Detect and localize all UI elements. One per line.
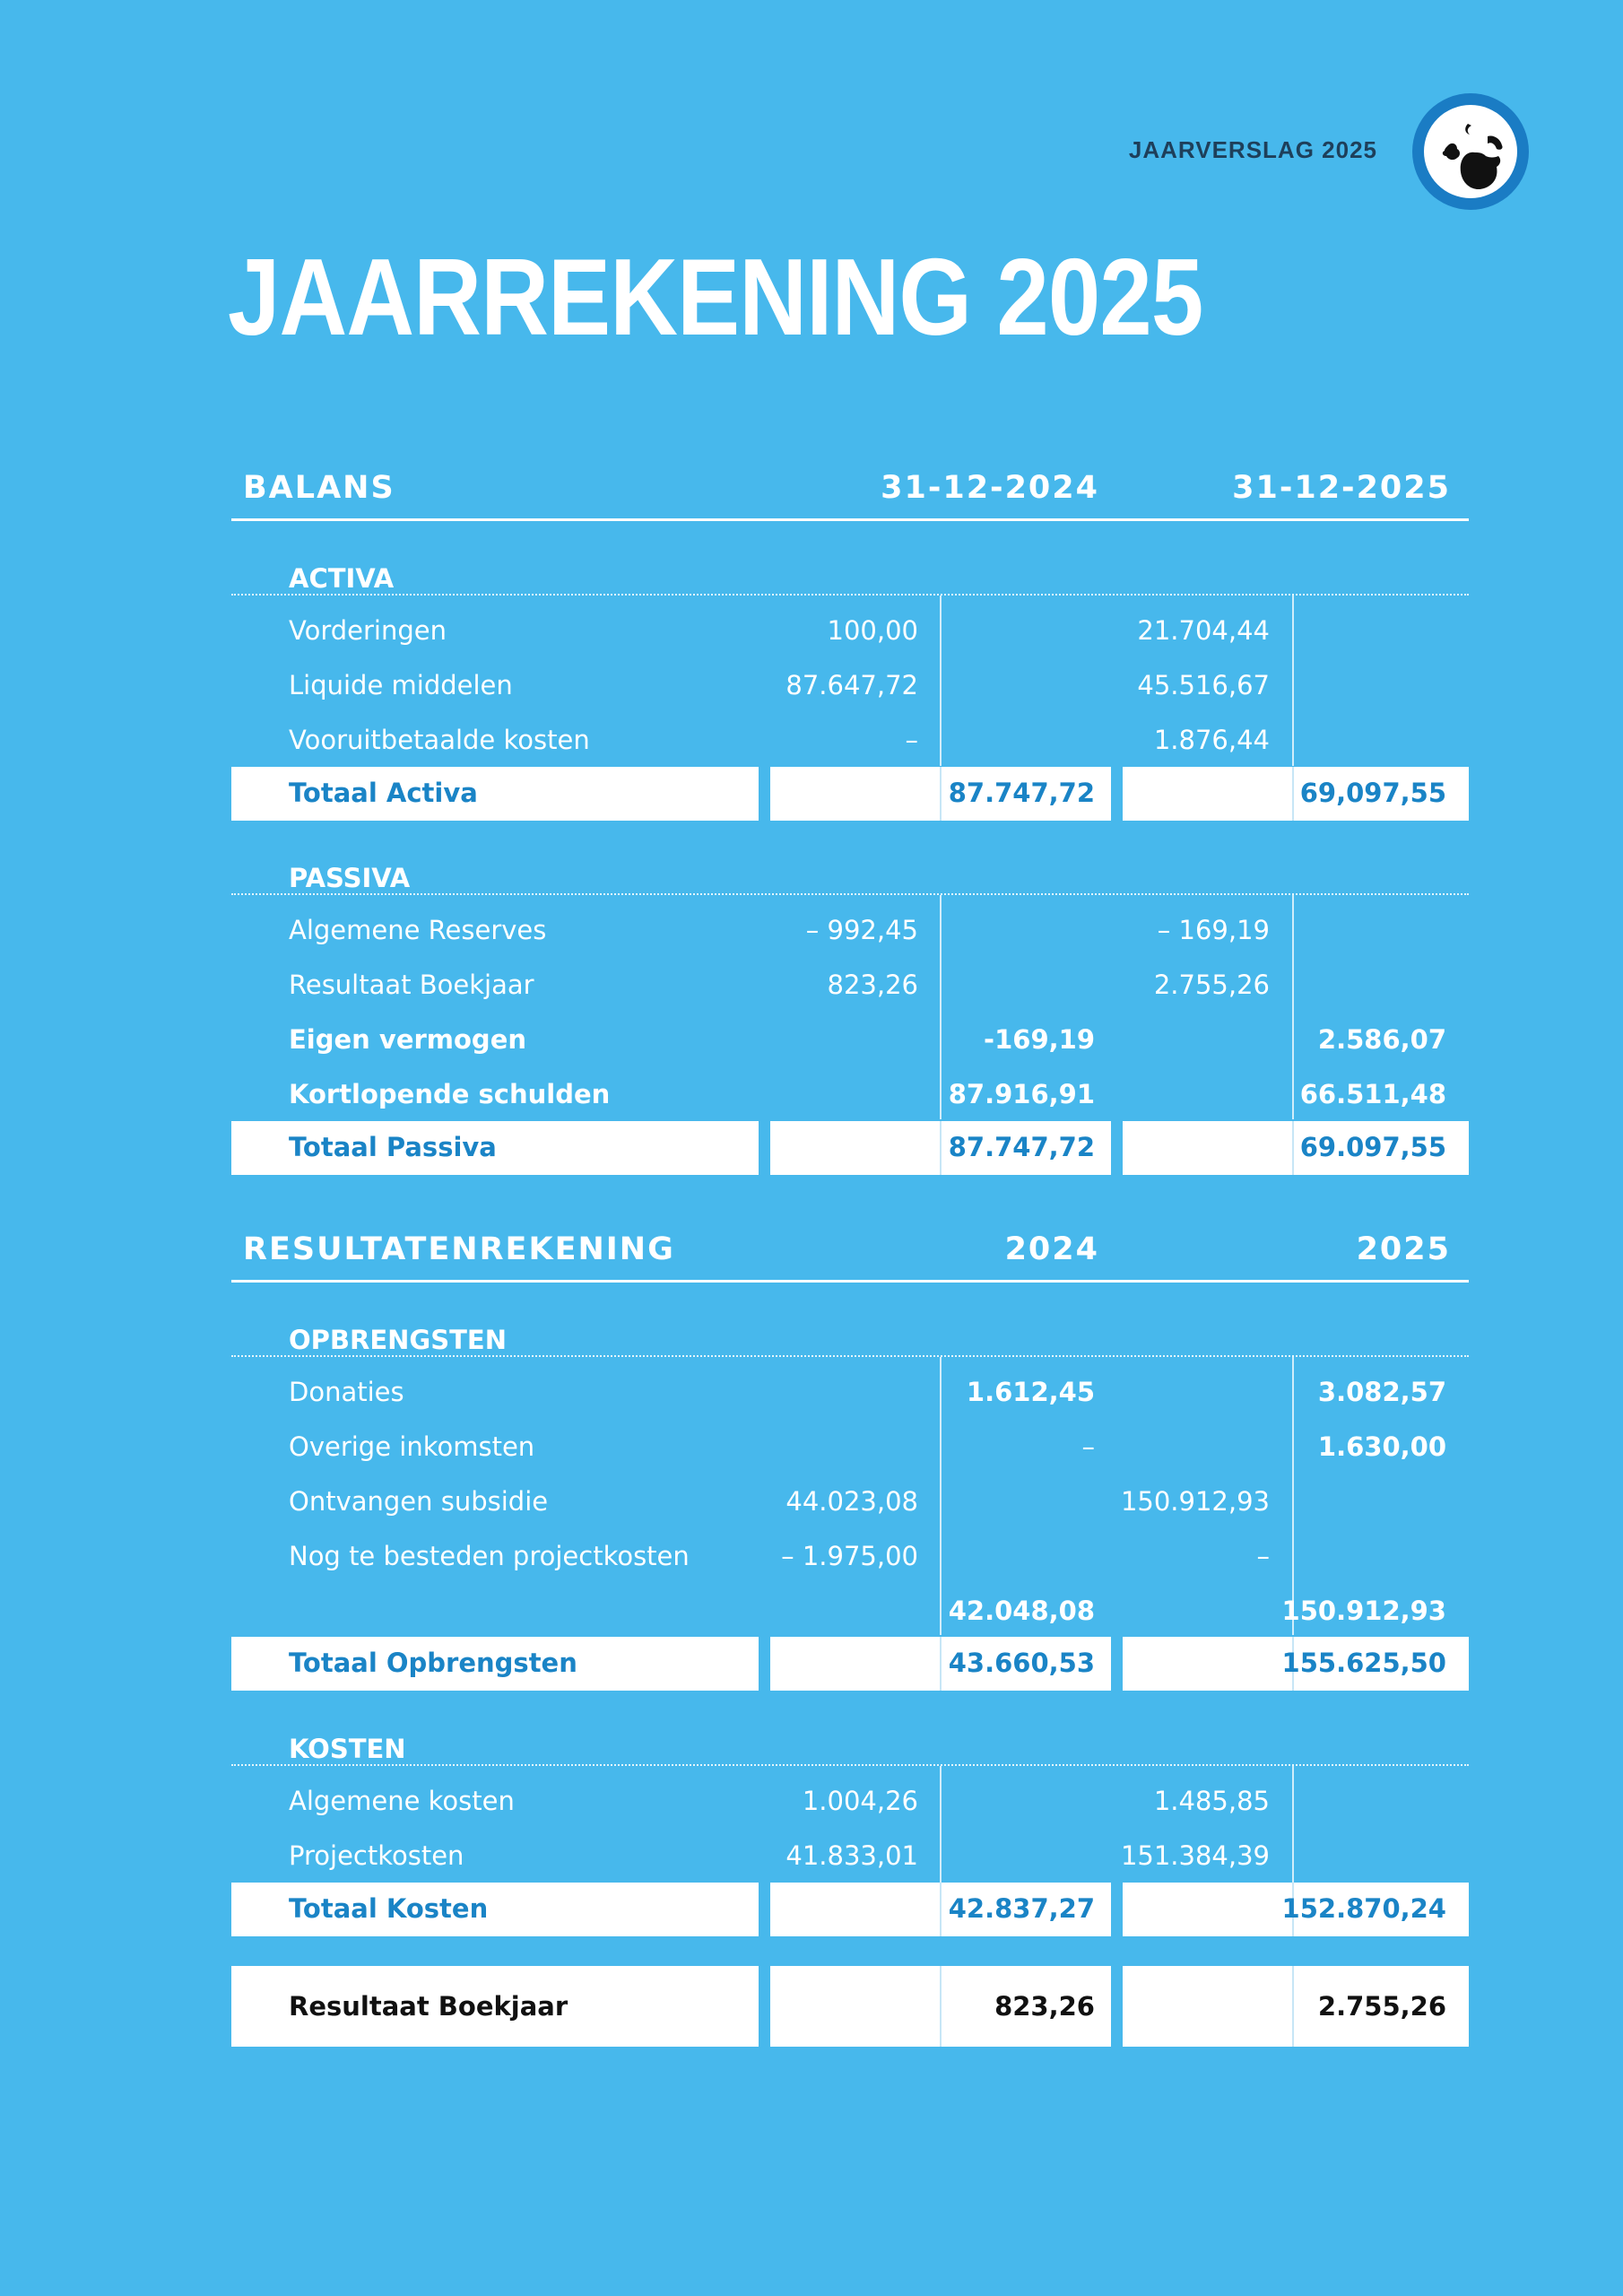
kosten-label: KOSTEN <box>289 1734 406 1764</box>
passiva-subheader <box>231 859 1469 895</box>
value-2025: – 169,19 <box>1157 915 1270 945</box>
row-label: Donaties <box>289 1377 404 1407</box>
subtotal-row <box>231 1585 1469 1639</box>
value-2025: 150.912,93 <box>1120 1486 1270 1517</box>
value-2025: 1.630,00 <box>1317 1431 1446 1462</box>
table-row <box>231 959 1469 1013</box>
value-2024: 87.647,72 <box>785 670 918 700</box>
total-activa-row <box>231 767 1469 821</box>
resultaat-2025: 2.755,26 <box>1317 1991 1446 2022</box>
opbrengsten-label: OPBRENGSTEN <box>289 1325 507 1355</box>
table-row <box>231 1366 1469 1420</box>
row-label: Vorderingen <box>289 615 447 646</box>
table-row <box>231 1475 1469 1529</box>
subtotal-2025: 2.586,07 <box>1317 1024 1446 1055</box>
resultaten-col-2024: 2024 <box>1004 1231 1099 1267</box>
total-2025: 152.870,24 <box>1281 1893 1446 1924</box>
total-opbrengsten-row <box>231 1637 1469 1691</box>
value-2024: 823,26 <box>827 970 918 1000</box>
row-label: Algemene Reserves <box>289 915 547 945</box>
resultaten-title: RESULTATENREKENING <box>243 1231 675 1267</box>
value-2025: 45.516,67 <box>1137 670 1270 700</box>
row-label: Projectkosten <box>289 1840 464 1871</box>
total-label: Totaal Activa <box>289 778 478 808</box>
row-label: Liquide middelen <box>289 670 513 700</box>
total-label: Totaal Passiva <box>289 1132 497 1162</box>
balans-title: BALANS <box>243 470 395 506</box>
page-title: JAARREKENING 2025 <box>228 236 1203 358</box>
value-2025: 3.082,57 <box>1317 1377 1446 1407</box>
row-label: Resultaat Boekjaar <box>289 970 534 1000</box>
total-2024: 42.837,27 <box>948 1893 1095 1924</box>
value-2025: 2.755,26 <box>1153 970 1270 1000</box>
table-row <box>231 714 1469 768</box>
value-2025: 1.485,85 <box>1153 1786 1270 1816</box>
resultaten-col-2025: 2025 <box>1356 1231 1451 1267</box>
total-kosten-row <box>231 1883 1469 1936</box>
opbrengsten-subheader <box>231 1321 1469 1357</box>
subtotal-2025: 66.511,48 <box>1299 1079 1446 1109</box>
table-row <box>231 1013 1469 1067</box>
passiva-label: PASSIVA <box>289 863 411 893</box>
value-2024: 1.004,26 <box>802 1786 918 1816</box>
activa-label: ACTIVA <box>289 563 395 594</box>
total-label: Totaal Kosten <box>289 1893 489 1924</box>
table-row <box>231 904 1469 958</box>
animal-silhouettes-logo <box>1412 93 1529 210</box>
total-passiva-row <box>231 1121 1469 1175</box>
subtotal-2024: -169,19 <box>984 1024 1095 1055</box>
subtotal-2025: 150.912,93 <box>1281 1596 1446 1626</box>
total-2025: 69,097,55 <box>1299 778 1446 808</box>
table-row <box>231 1830 1469 1883</box>
kosten-subheader <box>231 1730 1469 1766</box>
value-2025: 1.876,44 <box>1153 725 1270 755</box>
value-2024: 44.023,08 <box>785 1486 918 1517</box>
row-label: Eigen vermogen <box>289 1024 527 1055</box>
resultaat-2024: 823,26 <box>994 1991 1095 2022</box>
row-label: Algemene kosten <box>289 1786 515 1816</box>
table-row <box>231 659 1469 713</box>
total-2025: 155.625,50 <box>1281 1648 1446 1678</box>
value-2024: – 992,45 <box>805 915 918 945</box>
balans-col-2024: 31-12-2024 <box>881 470 1099 506</box>
table-row <box>231 1421 1469 1474</box>
value-2024: – <box>1081 1431 1095 1462</box>
subtotal-2024: 42.048,08 <box>948 1596 1095 1626</box>
table-row <box>231 604 1469 658</box>
total-2025: 69.097,55 <box>1299 1132 1446 1162</box>
value-2025: 151.384,39 <box>1120 1840 1270 1871</box>
table-row <box>231 1530 1469 1584</box>
value-2024: 41.833,01 <box>785 1840 918 1871</box>
value-2024: 100,00 <box>827 615 918 646</box>
row-label: Nog te besteden projectkosten <box>289 1541 690 1571</box>
table-row <box>231 1068 1469 1122</box>
total-2024: 87.747,72 <box>948 1132 1095 1162</box>
subtotal-2024: 87.916,91 <box>948 1079 1095 1109</box>
row-label: Overige inkomsten <box>289 1431 535 1462</box>
total-2024: 43.660,53 <box>948 1648 1095 1678</box>
resultaat-label: Resultaat Boekjaar <box>289 1991 568 2022</box>
report-label: JAARVERSLAG 2025 <box>1128 136 1377 163</box>
row-label: Kortlopende schulden <box>289 1079 611 1109</box>
total-label: Totaal Opbrengsten <box>289 1648 577 1678</box>
value-2025: – <box>1256 1541 1270 1571</box>
value-2024: – 1.975,00 <box>781 1541 918 1571</box>
value-2024: 1.612,45 <box>966 1377 1095 1407</box>
table-row <box>231 1775 1469 1829</box>
row-label: Ontvangen subsidie <box>289 1486 549 1517</box>
activa-subheader <box>231 560 1469 596</box>
resultaat-boekjaar-row <box>231 1966 1469 2047</box>
resultaten-header <box>231 1231 1469 1283</box>
row-label: Vooruitbetaalde kosten <box>289 725 590 755</box>
total-2024: 87.747,72 <box>948 778 1095 808</box>
value-2024: – <box>905 725 918 755</box>
balans-col-2025: 31-12-2025 <box>1232 470 1451 506</box>
balans-header <box>231 470 1469 521</box>
value-2025: 21.704,44 <box>1137 615 1270 646</box>
